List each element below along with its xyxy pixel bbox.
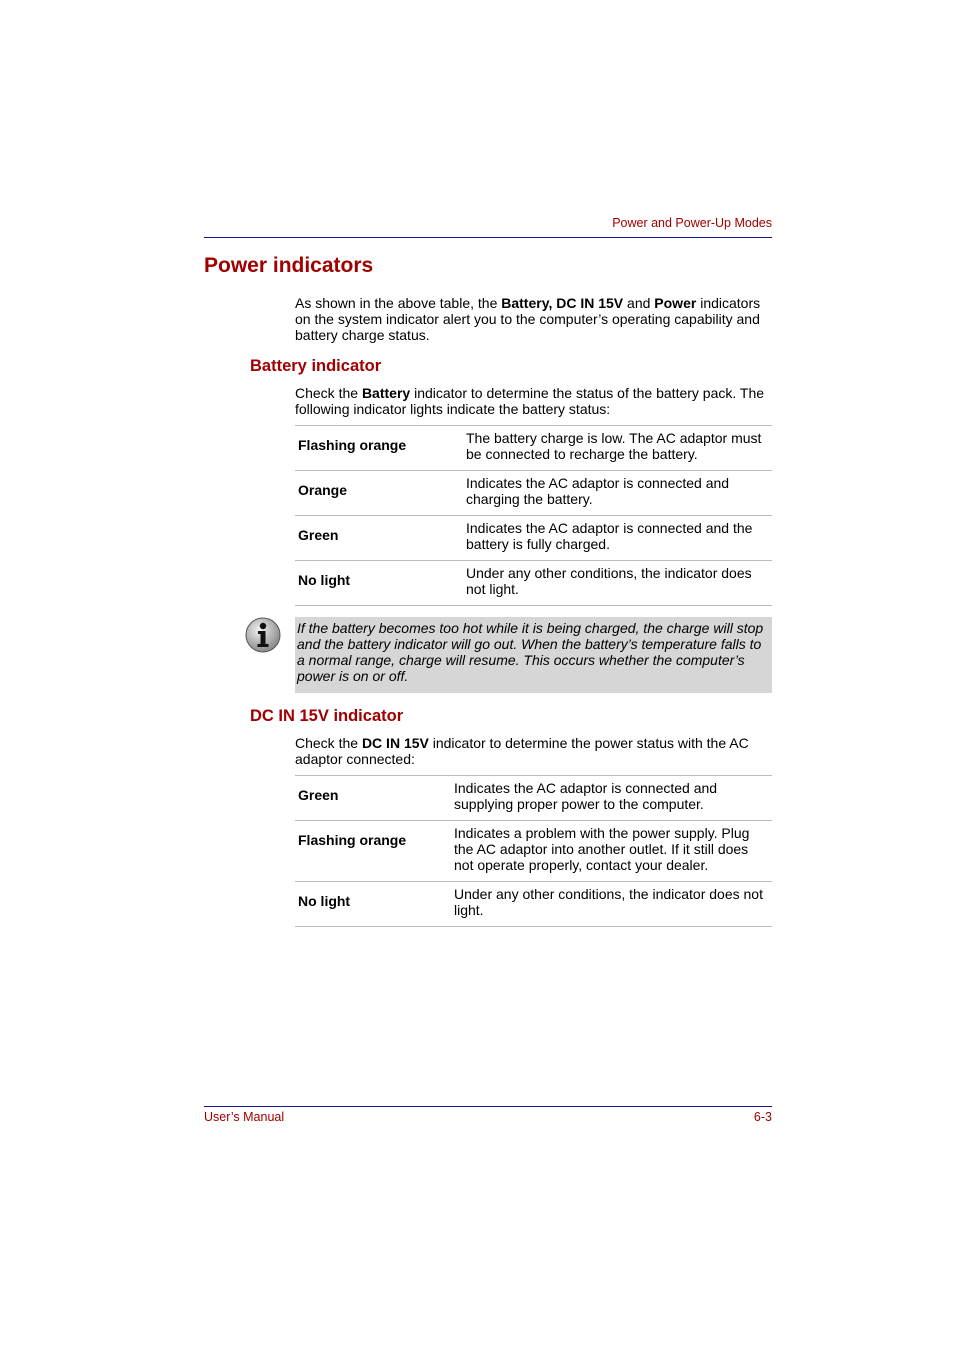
table-row [295,426,772,471]
state-cell: No light [295,561,463,606]
bold-term: Battery, DC IN 15V [501,295,624,311]
state-cell: Flashing orange [295,821,451,882]
bold-term: Power [654,295,697,311]
meaning-cell: The battery charge is low. The AC adaptor must be connected to recharge the battery. [463,426,772,471]
text-run: indicator to determine the power status with the AC adaptor connected: [295,735,749,767]
text-run: and [623,295,655,311]
meaning-cell: Indicates the AC adaptor is connected and charging the battery. [463,471,772,516]
running-header: Power and Power-Up Modes [612,216,772,230]
page-number: 6-3 [753,1110,772,1124]
table-row [295,516,772,561]
text-run: Check the [295,735,362,751]
meaning-cell: Indicates the AC adaptor is connected and supplying proper power to the computer. [451,776,772,821]
text-run: As shown in the above table, the [295,295,502,311]
dcin-heading: DC IN 15V indicator [250,707,404,725]
meaning-cell: Under any other conditions, the indicator does not light. [451,882,772,927]
state-cell: Green [295,776,451,821]
footer-manual-title: User’s Manual [204,1110,285,1124]
meaning-cell: Indicates the AC adaptor is connected and the battery is fully charged. [463,516,772,561]
text-run: Check the [295,385,362,401]
meaning-cell: Under any other conditions, the indicator does not light. [463,561,772,606]
page-title: Power indicators [204,254,374,277]
state-cell: No light [295,882,451,927]
battery-heading: Battery indicator [250,357,382,375]
dcin-table [295,775,772,927]
state-cell: Orange [295,471,463,516]
table-row [295,561,772,606]
battery-intro [295,385,775,417]
state-cell: Flashing orange [295,426,463,471]
text-run: indicator to determine the status of the battery pack. The following indicator lights indicate the battery status: [295,385,765,417]
table-row [295,776,772,821]
battery-table [295,425,772,606]
meaning-cell: Indicates a problem with the power supply. Plug the AC adaptor into another outlet. If it still does not operate properly, contact your dealer. [451,821,772,882]
table-row [295,471,772,516]
state-cell: Green [295,516,463,561]
section-intro [295,295,775,343]
table-row [295,821,772,882]
text-run: indicators on the system indicator alert you to the computer’s operating capability and battery charge status. [295,295,761,343]
info-icon [245,617,281,653]
header-rule [204,237,772,238]
bold-term: Battery [361,385,411,401]
dcin-intro [295,735,775,767]
note-text: If the battery becomes too hot while it is being charged, the charge will stop and the battery indicator will go out. When the battery’s temperature falls to a normal range, charge will resume. This occurs whether the computer’s power is on or off. [297,620,764,684]
bold-term: DC IN 15V [361,735,429,751]
table-row [295,882,772,927]
footer-rule [204,1106,772,1107]
